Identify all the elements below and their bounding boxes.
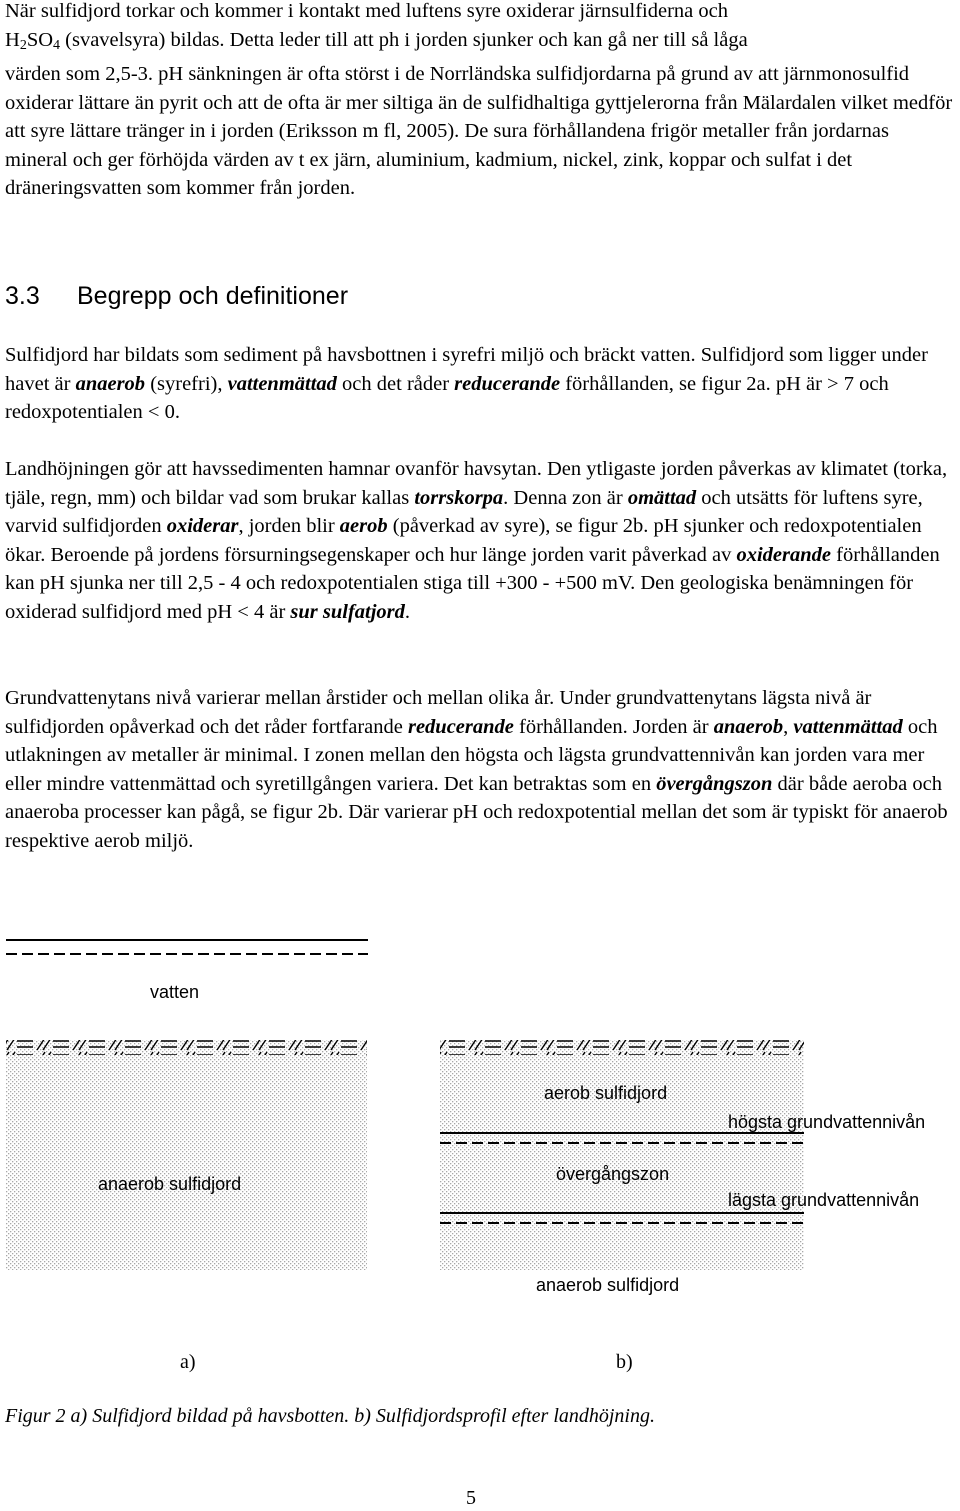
p1-h: H <box>5 28 20 51</box>
p2-text-4: förhållanden, se figur 2a. pH är > 7 och redoxpotentialen < 0. <box>5 372 889 423</box>
panel-label-a: a) <box>180 1351 196 1373</box>
panel-b-soil <box>440 1040 804 1270</box>
p4-text-5: där både aeroba och anaeroba processer kan pågå, se figur 2b. Där varierar pH och redoxpotential mellan det som är typiskt för anaerob respektive aerob miljö. <box>5 772 948 852</box>
page-number: 5 <box>466 1487 476 1509</box>
term-reducerande: reducerande <box>454 372 561 395</box>
p2-text-1: Sulfidjord har bildats som sediment på havsbottnen i syrefri miljö och bräckt vatten. Sulfidjord som ligger under havet är <box>5 344 928 395</box>
p3-text-2: . Denna zon är <box>503 486 628 509</box>
p4-text-1: Grundvattenytans nivå varierar mellan årstider och mellan olika år. Under grundvattenytans lägsta nivå är sulfidjorden opåverkad och det råder fortfarande <box>5 687 872 738</box>
p1-sub1: 2 <box>19 37 27 53</box>
panel-b-surface-hatch <box>440 1040 804 1055</box>
figure-2 <box>0 925 960 1385</box>
term-torrskorpa: torrskorpa <box>414 486 504 509</box>
p1-so: SO <box>26 28 54 51</box>
p3-text-6: förhållanden kan pH sjunka ner till 2,5 - 4 och redoxpotentialen stiga till +300 - +500 mV. Den geologiska benämningen för oxiderad sulfidjord med pH < 4 är <box>5 543 940 623</box>
figure-2-drawing <box>0 925 960 1385</box>
paragraph-grundvatten <box>5 684 955 855</box>
label-b-anaerob-sulfidjord: anaerob sulfidjord <box>536 1275 680 1295</box>
paragraph-oxidation <box>5 0 955 203</box>
label-b-overgangszon: övergångszon <box>556 1164 670 1184</box>
section-number: 3.3 <box>5 282 40 310</box>
p1-line2-rest: (svavelsyra) bildas. Detta leder till att ph i jorden sjunker och kan gå ner till så låga <box>60 28 748 51</box>
figure-caption: Figur 2 a) Sulfidjord bildad på havsbotten. b) Sulfidjordsprofil efter landhöjning. <box>5 1405 655 1427</box>
p3-text-4: , jorden blir <box>238 515 340 537</box>
p3-text-3: och utsätts för luftens syre, varvid sulfidjorden <box>5 486 923 537</box>
term-vattenmattad: vattenmättad <box>227 372 337 395</box>
label-b-lagsta-grundvattennivan: lägsta grundvattennivån <box>728 1190 920 1210</box>
term-oxiderar: oxiderar <box>166 515 239 537</box>
p1-rest: värden som 2,5-3. pH sänkningen är ofta störst i de Norrländska sulfidjordarna på grund av att järnmonosulfid oxiderar lättare än pyrit och att de ofta är mer siltiga än de sulfidhaltiga gyttjelerorna från Mälardalen vilket medför att syre lättare tränger in i jorden (Eriksson m fl, 2005). De sura förhållandena frigör metaller från jordarnas mineral och ger förhöjda värden av t ex järn, aluminium, kadmium, nickel, zink, koppar och sulfat i det dräneringsvatten som kommer från jorden. <box>5 63 953 199</box>
panel-label-b: b) <box>616 1351 633 1373</box>
p2-text-3: och det råder <box>336 372 455 395</box>
panel-a-soil <box>6 1040 367 1270</box>
term-overgangszon: övergångszon <box>656 772 773 795</box>
term-reducerande-2: reducerande <box>407 715 514 738</box>
term-anaerob: anaerob <box>75 372 146 395</box>
p4-text-4: och utlakningen av metaller är minimal. I zonen mellan den högsta och lägsta grundvattennivån kan jorden vara mer eller mindre vattenmättad och syretillgången variera. Det kan betraktas som en <box>5 715 938 795</box>
p4-text-3: , <box>783 715 794 738</box>
p3-text-5: (påverkad av syre), se figur 2b. pH sjunker och redoxpotentialen ökar. Beroende på jordens försurningsegenskaper och hur länge jorden varit påverkad av <box>5 515 922 566</box>
label-b-aerob-sulfidjord: aerob sulfidjord <box>544 1083 668 1103</box>
section-title: Begrepp och definitioner <box>77 282 349 310</box>
p2-text-2: (syrefri), <box>145 372 228 395</box>
term-anaerob-2: anaerob <box>713 715 784 738</box>
p3-text-7: . <box>404 600 411 623</box>
panel-a-seabed-hatch <box>6 1040 367 1055</box>
p3-text-1: Landhöjningen gör att havssedimenten hamnar ovanför havsytan. Den ytligaste jorden påverkas av klimatet (torka, tjäle, regn, mm) och bildar vad som brukar kallas <box>5 458 948 509</box>
p1-sub2: 4 <box>53 37 61 53</box>
label-a-anaerob-sulfidjord: anaerob sulfidjord <box>98 1174 242 1194</box>
label-vatten: vatten <box>150 982 200 1002</box>
p4-text-2: förhållanden. Jorden är <box>513 715 714 738</box>
term-oxiderande: oxiderande <box>736 543 832 566</box>
term-sur-sulfatjord: sur sulfatjord <box>290 600 405 623</box>
label-b-hogsta-grundvattennivan: högsta grundvattennivån <box>728 1112 926 1132</box>
term-aerob: aerob <box>339 515 388 537</box>
term-vattenmattad-2: vattenmättad <box>793 715 903 738</box>
paragraph-landhojning <box>5 455 955 626</box>
paragraph-sulfidjord-definition <box>5 341 955 427</box>
section-heading <box>5 282 348 311</box>
term-omattad: omättad <box>627 486 697 509</box>
p1-line1: När sulfidjord torkar och kommer i kontakt med luftens syre oxiderar järnsulfiderna och <box>5 0 728 22</box>
